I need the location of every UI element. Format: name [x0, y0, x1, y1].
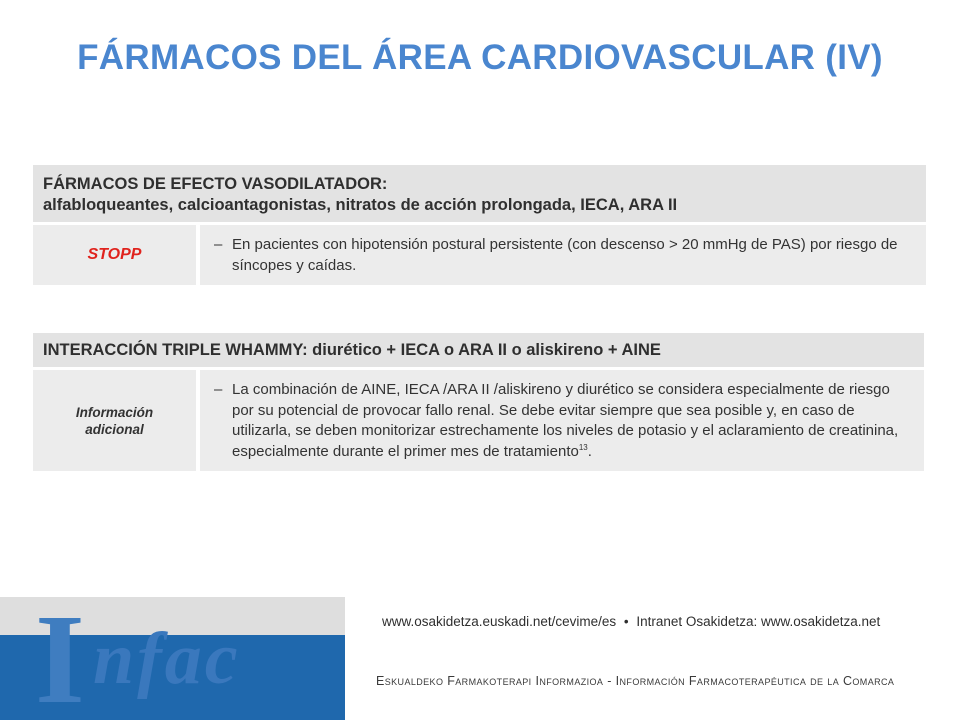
table-header-line2: alfabloqueantes, calcioantagonistas, nitratos de acción prolongada, IECA, ARA II	[43, 196, 678, 214]
stopp-label: STOPP	[87, 246, 142, 263]
subtitle-basque: Eskualdeko Farmakoterapi Informazioa	[376, 674, 604, 688]
footer-urls	[382, 614, 880, 629]
list-dash: –	[214, 236, 223, 253]
page-title: FÁRMACOS DEL ÁREA CARDIOVASCULAR (IV)	[77, 38, 883, 77]
infac-logo-text: nfac	[93, 618, 241, 700]
row-text: En pacientes con hipotensión postural persistente (con descenso > 20 mmHg de PAS) por riesgo de síncopes y caídas.	[232, 236, 898, 274]
subtitle-separator: -	[607, 674, 612, 688]
url-intranet-link[interactable]: Intranet Osakidetza: www.osakidetza.net	[636, 614, 881, 629]
subtitle-spanish: Información Farmacoterapéutica de la Comarca	[615, 674, 895, 688]
table-header	[33, 165, 926, 222]
info-label: Información adicional	[75, 404, 154, 437]
row-text-cell	[200, 370, 924, 471]
row-text: La combinación de AINE, IECA /ARA II /aliskireno y diurético se considera especialmente de riesgo por su potencial de provocar fallo renal. Se debe evitar siempre que sea posible y, en caso de utilizarla, se deben monitorizar estrechamente los niveles de potasio y el aclaramiento de creatinina, especialmente durante el primer mes de tratamiento	[232, 381, 899, 460]
infac-logo-initial: I	[35, 597, 85, 720]
footer-subtitle	[376, 674, 894, 688]
table-header-line1: FÁRMACOS DE EFECTO VASODILATADOR:	[43, 175, 388, 193]
vasodilator-table	[33, 165, 926, 285]
url-cevime-link[interactable]: www.osakidetza.euskadi.net/cevime/es	[382, 614, 617, 629]
table-row	[33, 370, 924, 471]
table-header: INTERACCIÓN TRIPLE WHAMMY: diurético + IECA o ARA II o aliskireno + AINE	[33, 333, 924, 367]
row-label-cell	[33, 225, 196, 285]
reference-number: 13	[578, 442, 588, 452]
row-text-end: .	[587, 442, 592, 460]
table-row	[33, 225, 926, 285]
row-label-cell	[33, 370, 196, 471]
row-text-wrap	[232, 380, 914, 462]
list-dash: –	[214, 381, 223, 398]
triple-whammy-table	[33, 333, 924, 471]
row-text-cell	[200, 225, 926, 285]
bullet-separator: •	[623, 614, 629, 629]
